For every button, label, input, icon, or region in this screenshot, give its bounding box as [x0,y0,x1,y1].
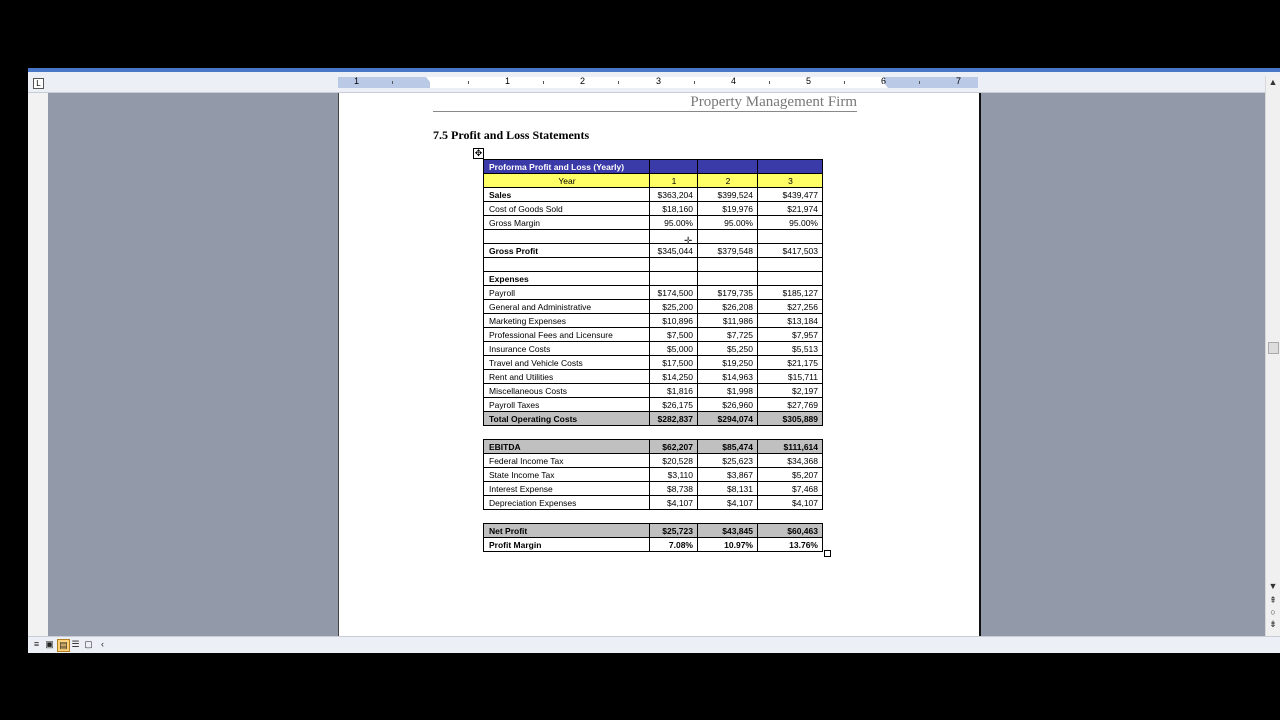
cell-value: $4,107 [698,496,758,510]
row-label: Payroll [484,286,650,300]
table-resize-cursor-icon: ✛ [684,236,693,247]
cell-value: $34,368 [758,454,823,468]
cell-value: $305,889 [758,412,823,426]
cell-value: 13.76% [758,538,823,552]
cell-value: $19,250 [698,356,758,370]
ruler-number: 5 [806,76,812,86]
cell-value: $21,974 [758,202,823,216]
cell-value: $10,896 [650,314,698,328]
cell-value: $25,200 [650,300,698,314]
table-row [484,286,823,300]
table-row [484,216,823,230]
cell-value: $7,725 [698,328,758,342]
row-label: Gross Profit [484,244,650,258]
table-row [484,482,823,496]
cell-value: $399,524 [698,188,758,202]
cell-value: $25,723 [650,524,698,538]
row-label: EBITDA [484,440,650,454]
year-1: 1 [650,174,698,188]
cell-value: $3,867 [698,468,758,482]
ruler-tick [844,81,845,84]
section-heading: 7.5 Profit and Loss Statements [433,128,590,142]
row-label: General and Administrative [484,300,650,314]
cell-value: $26,960 [698,398,758,412]
cell-value: $4,107 [758,496,823,510]
row-label: Gross Margin [484,216,650,230]
right-indent-icon[interactable] [880,83,888,88]
cell-value: $179,735 [698,286,758,300]
previous-page-icon[interactable]: ⇞ [1269,595,1277,605]
scroll-down-icon[interactable]: ▼ [1268,581,1278,591]
cell-value: $26,208 [698,300,758,314]
cell-value: $345,044 [650,244,698,258]
table-row [484,272,823,286]
horizontal-ruler[interactable] [338,77,978,88]
row-label: Travel and Vehicle Costs [484,356,650,370]
table-row-total [484,440,823,454]
cell-value: $13,184 [758,314,823,328]
cell-value: $8,131 [698,482,758,496]
cell-value: $27,769 [758,398,823,412]
normal-view-icon[interactable]: ≡ [33,639,40,649]
row-label: Interest Expense [484,482,650,496]
cell-value: $8,738 [650,482,698,496]
ruler-tick [392,81,393,84]
cell-value: $7,468 [758,482,823,496]
table-row [484,314,823,328]
row-label: Expenses [484,272,650,286]
year-3: 3 [758,174,823,188]
ruler-number: 4 [731,76,737,86]
scroll-thumb[interactable] [1268,342,1279,354]
move-icon[interactable]: ✥ [474,148,483,158]
table-row [484,342,823,356]
cell-value: $62,207 [650,440,698,454]
ruler-tick [618,81,619,84]
cell-value: 95.00% [698,216,758,230]
cell-value: $60,463 [758,524,823,538]
row-label: Payroll Taxes [484,398,650,412]
cell-value: $20,528 [650,454,698,468]
cell-value: $1,816 [650,384,698,398]
table-row [484,188,823,202]
cell-value: $14,963 [698,370,758,384]
ruler-right-margin [884,77,978,88]
cell-value: $174,500 [650,286,698,300]
next-page-icon[interactable]: ⇟ [1269,619,1277,629]
resize-handle-icon[interactable] [824,550,831,557]
ruler-tick [919,81,920,84]
cell-value: $7,957 [758,328,823,342]
table-row [484,538,823,552]
cell-value: $379,548 [698,244,758,258]
cell-value: $18,160 [650,202,698,216]
horizontal-ruler-bar [28,72,1280,93]
tab-selector-icon[interactable]: L [33,78,44,89]
profit-loss-table[interactable] [483,159,823,552]
cell-value: $363,204 [650,188,698,202]
cell-value: 7.08% [650,538,698,552]
table-row [484,328,823,342]
row-label: Total Operating Costs [484,412,650,426]
cell-value: $7,500 [650,328,698,342]
cell-value: 95.00% [650,216,698,230]
scroll-up-icon[interactable]: ▲ [1268,77,1278,87]
cell-value: $5,207 [758,468,823,482]
vertical-scrollbar[interactable] [1265,76,1280,638]
scroll-left-icon[interactable]: ‹ [101,639,104,649]
cell-value: $2,197 [758,384,823,398]
cell-value: $1,998 [698,384,758,398]
table-row [484,454,823,468]
cell-value: $43,845 [698,524,758,538]
cell-value: $85,474 [698,440,758,454]
cell-value: $185,127 [758,286,823,300]
table-row-spacer [484,510,823,524]
row-label: State Income Tax [484,468,650,482]
ruler-tick [468,81,469,84]
table-row [484,202,823,216]
cell-value: 10.97% [698,538,758,552]
print-layout-view-icon[interactable]: ▤ [57,639,70,652]
row-label: Professional Fees and Licensure [484,328,650,342]
row-label: Profit Margin [484,538,650,552]
web-layout-view-icon[interactable]: ▣ [45,639,54,649]
year-header-row [484,174,823,188]
ruler-number: 2 [580,76,586,86]
cell-value: $282,837 [650,412,698,426]
table-row [484,300,823,314]
cell-value: $5,250 [698,342,758,356]
table-row-spacer [484,426,823,440]
cell-value: $19,976 [698,202,758,216]
cell-value: $25,623 [698,454,758,468]
table-row [484,496,823,510]
ruler-number: 3 [656,76,662,86]
cell-value: $21,175 [758,356,823,370]
row-label: Marketing Expenses [484,314,650,328]
cell-value: $294,074 [698,412,758,426]
ruler-tick [694,81,695,84]
ruler-tick [769,81,770,84]
row-label: Rent and Utilities [484,370,650,384]
cell-value: $14,250 [650,370,698,384]
cell-value: $5,513 [758,342,823,356]
ruler-number: 6 [881,76,887,86]
cell-value: $3,110 [650,468,698,482]
cell-value: $17,500 [650,356,698,370]
cell-value: $27,256 [758,300,823,314]
cell-value: $4,107 [650,496,698,510]
table-row [484,370,823,384]
first-line-indent-icon[interactable] [426,77,434,82]
ruler-number: 1 [354,76,360,86]
document-page[interactable] [338,93,981,638]
table-row-total [484,524,823,538]
reading-layout-view-icon[interactable]: ▢ [84,639,93,649]
cell-value: $5,000 [650,342,698,356]
select-browse-object-icon[interactable]: ○ [1270,607,1276,617]
ruler-left-margin [338,77,430,88]
row-label: Depreciation Expenses [484,496,650,510]
cell-value: 95.00% [758,216,823,230]
table-row [484,244,823,258]
cell-value: $439,477 [758,188,823,202]
ruler-number: 1 [505,76,511,86]
cell-value: $111,614 [758,440,823,454]
year-2: 2 [698,174,758,188]
row-label: Sales [484,188,650,202]
word-window [28,68,1280,652]
ruler-number: 7 [956,76,962,86]
table-row-blank [484,258,823,272]
row-label: Cost of Goods Sold [484,202,650,216]
page-header: Property Management Firm [433,94,857,112]
cell-value: $417,503 [758,244,823,258]
table-row [484,384,823,398]
table-row [484,468,823,482]
row-label: Insurance Costs [484,342,650,356]
table-row-total [484,412,823,426]
cell-value: $15,711 [758,370,823,384]
row-label: Net Profit [484,524,650,538]
year-label: Year [484,174,650,188]
view-bar [28,636,1280,653]
table-title: Proforma Profit and Loss (Yearly) [484,160,650,174]
document-workspace [48,93,1266,638]
cell-value: $26,175 [650,398,698,412]
table-title-row [484,160,823,174]
ruler-tick [543,81,544,84]
outline-view-icon[interactable]: ☰ [71,639,80,649]
row-label: Miscellaneous Costs [484,384,650,398]
table-row [484,398,823,412]
table-row [484,356,823,370]
table-row-blank [484,230,823,244]
cell-value: $11,986 [698,314,758,328]
row-label: Federal Income Tax [484,454,650,468]
